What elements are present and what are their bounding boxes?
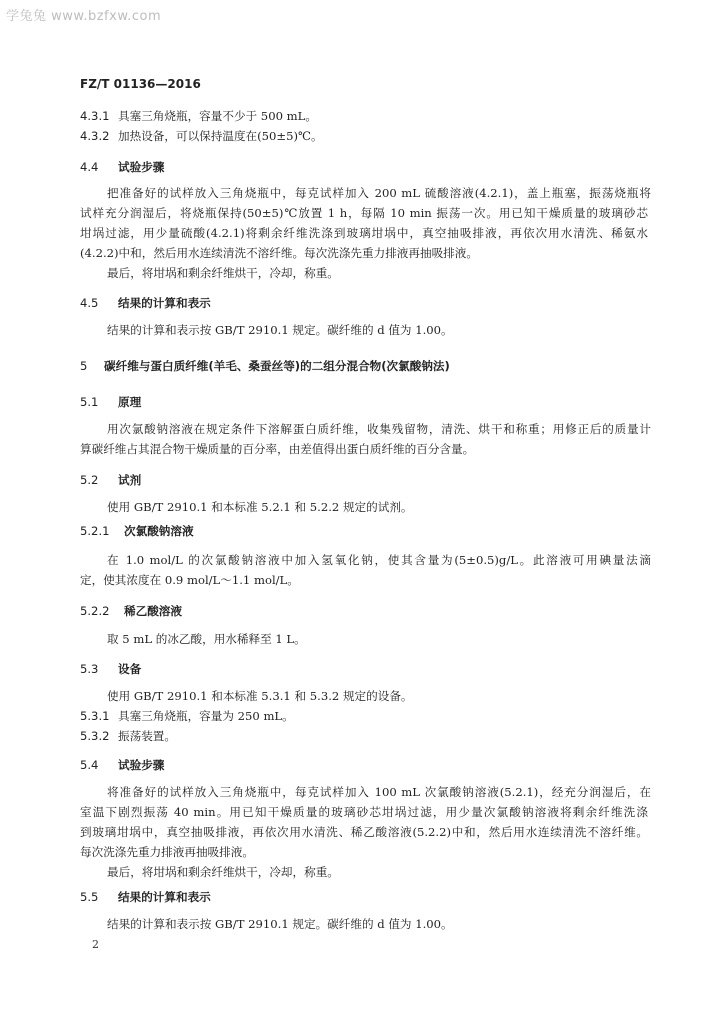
section-title: 试验步骤: [118, 160, 165, 174]
section-title: 结果的计算和表示: [118, 296, 211, 310]
paragraph-continuation: 室温下剧烈振荡 40 min。用已知干燥质量的玻璃砂芯坩埚过滤，用少量次氯酸钠溶液将剩余纤维洗涤: [80, 805, 648, 819]
clause-text: 加热设备，可以保持温度在(50±5)℃。: [118, 129, 323, 143]
page-number: 2: [92, 938, 99, 951]
paragraph-line: 在 1.0 mol/L 的次氯酸钠溶液中加入氢氧化钠，使其含量为(5±0.5)g/L。此溶液可用碘量法滴: [107, 553, 651, 567]
paragraph-line: 使用 GB/T 2910.1 和本标准 5.2.1 和 5.2.2 规定的试剂。: [107, 500, 413, 514]
section-number: 5.2.1: [80, 524, 110, 538]
section-number: 5.1: [80, 395, 99, 409]
clause-text: 具塞三角烧瓶，容量为 250 mL。: [118, 709, 294, 723]
section-number: 5: [80, 359, 88, 373]
paragraph-line: 结果的计算和表示按 GB/T 2910.1 规定。碳纤维的 d 值为 1.00。: [107, 323, 453, 337]
clause-item: [80, 708, 648, 724]
section-heading: [80, 523, 648, 539]
paragraph-line: 用次氯酸钠溶液在规定条件下溶解蛋白质纤维，收集残留物，清洗、烘干和称重；用修正后的质量计: [107, 422, 651, 436]
clause-number: 4.3.2: [80, 129, 110, 143]
section-number: 5.2.2: [80, 604, 110, 618]
section-number: 5.3: [80, 662, 99, 676]
clause-text: 具塞三角烧瓶，容量不少于 500 mL。: [118, 109, 317, 123]
clause-number: 4.3.1: [80, 109, 110, 123]
section-number: 4.4: [80, 160, 99, 174]
paragraph-line: 最后，将坩埚和剩余纤维烘干，冷却，称重。: [107, 865, 339, 879]
section-heading: [80, 472, 648, 488]
section-heading: [80, 889, 648, 905]
paragraph-line: 取 5 mL 的冰乙酸，用水稀释至 1 L。: [107, 632, 306, 646]
paragraph-continuation: (4.2.2)中和，然后用水连续清洗不溶纤维。每次洗涤先重力排液再抽吸排液。: [80, 246, 478, 260]
paragraph-line: 最后，将坩埚和剩余纤维烘干，冷却，称重。: [107, 266, 339, 280]
section-heading: [80, 603, 648, 619]
section-heading: [80, 394, 648, 410]
standard-code: FZ/T 01136—2016: [80, 77, 201, 91]
clause-number: 5.3.2: [80, 729, 110, 743]
section-heading: [80, 358, 648, 374]
clause-text: 振荡装置。: [118, 729, 176, 743]
section-number: 5.2: [80, 473, 99, 487]
section-title: 试剂: [118, 473, 142, 487]
section-title: 结果的计算和表示: [118, 890, 211, 904]
paragraph-continuation: 到玻璃坩埚中，真空抽吸排液，再依次用水清洗、稀乙酸溶液(5.2.2)中和，然后用水连续清洗不溶纤维。: [80, 825, 648, 839]
section-heading: [80, 661, 648, 677]
clause-number: 5.3.1: [80, 709, 110, 723]
section-number: 4.5: [80, 296, 99, 310]
paragraph-continuation: 坩埚过滤，用少量硫酸(4.2.1)将剩余纤维洗涤到玻璃坩埚中，真空抽吸排液，再依次用水清洗、稀氨水: [80, 226, 648, 240]
section-title: 次氯酸钠溶液: [124, 524, 194, 538]
section-title: 原理: [118, 395, 142, 409]
section-heading: [80, 159, 648, 175]
section-heading: [80, 295, 648, 311]
watermark: 学兔兔 www.bzfxw.com: [6, 9, 162, 24]
paragraph-continuation: 定，使其浓度在 0.9 mol/L～1.1 mol/L。: [80, 573, 299, 587]
paragraph-line: 把准备好的试样放入三角烧瓶中，每克试样加入 200 mL 硫酸溶液(4.2.1)，盖上瓶塞，振荡烧瓶将: [107, 186, 651, 200]
section-number: 5.4: [80, 758, 99, 772]
section-heading: [80, 757, 648, 773]
paragraph-line: 将准备好的试样放入三角烧瓶中，每克试样加入 100 mL 次氯酸钠溶液(5.2.1)，经充分润湿后，在: [107, 785, 651, 799]
paragraph-continuation: 算碳纤维占其混合物干燥质量的百分率，由差值得出蛋白质纤维的百分含量。: [80, 442, 475, 456]
paragraph-line: 使用 GB/T 2910.1 和本标准 5.3.1 和 5.3.2 规定的设备。: [107, 689, 413, 703]
section-title: 稀乙酸溶液: [124, 604, 182, 618]
paragraph-continuation: 试样充分润湿后，将烧瓶保持(50±5)℃放置 1 h，每隔 10 min 振荡一次。用已知干燥质量的玻璃砂芯: [80, 206, 648, 220]
section-title: 设备: [118, 662, 142, 676]
clause-item: [80, 128, 648, 144]
section-number: 5.5: [80, 890, 99, 904]
section-title: 试验步骤: [118, 758, 165, 772]
clause-item: [80, 108, 648, 124]
paragraph-line: 结果的计算和表示按 GB/T 2910.1 规定。碳纤维的 d 值为 1.00。: [107, 917, 453, 931]
paragraph-continuation: 每次洗涤先重力排液再抽吸排液。: [80, 845, 254, 859]
section-title: 碳纤维与蛋白质纤维(羊毛、桑蚕丝等)的二组分混合物(次氯酸钠法): [104, 359, 450, 373]
clause-item: [80, 728, 648, 744]
